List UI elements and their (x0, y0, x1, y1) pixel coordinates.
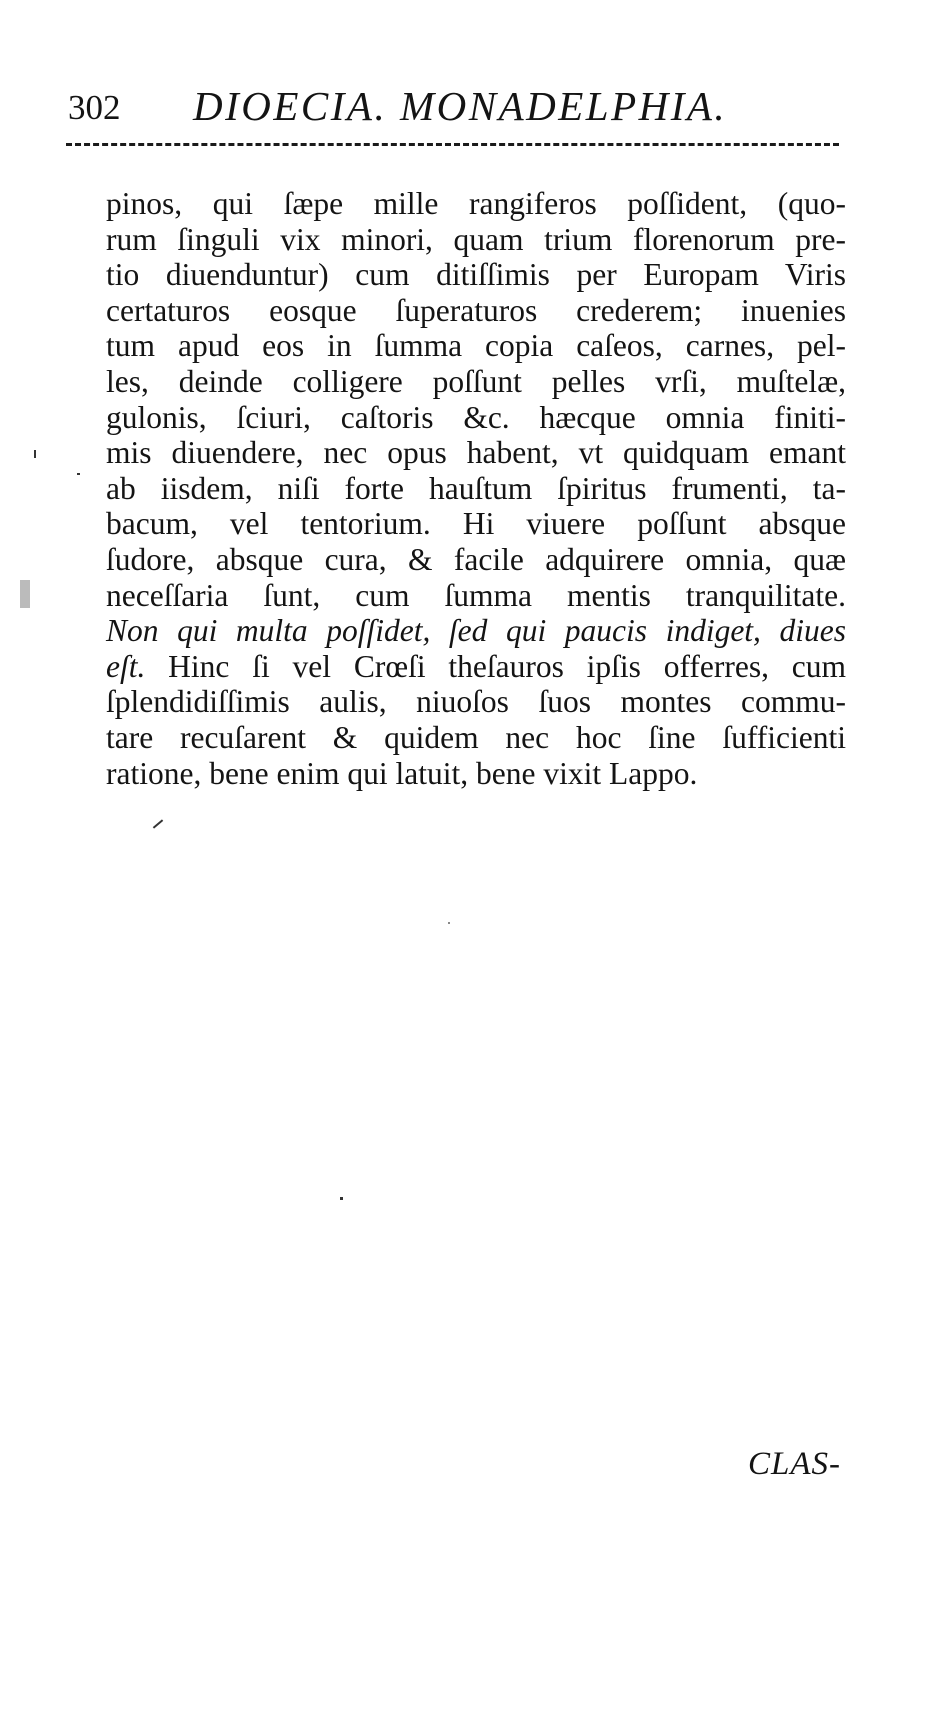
scan-speck (448, 922, 450, 924)
page-header (68, 82, 848, 132)
scan-speck (34, 450, 36, 458)
text-line: ſudore, absque cura, & facile adquirere omnia, quæ (106, 541, 846, 577)
text-line: pinos, qui ſæpe mille rangiferos poſſident, (quo- (106, 186, 846, 221)
page-number: 302 (68, 88, 121, 127)
text-line: tio diuenduntur) cum ditiſſimis per Europam Viris (106, 257, 846, 293)
scan-speck (153, 819, 163, 828)
text-line: bacum, vel tentorium. Hi viuere poſſunt absque (106, 506, 846, 542)
body-text (106, 186, 846, 791)
text-line: ab iisdem, niſi forte hauſtum ſpiritus frumenti, ta- (106, 470, 846, 506)
text-line: rum ſinguli vix minori, quam trium florenorum pre- (106, 221, 846, 257)
text-line: ſplendidiſſimis aulis, niuoſos ſuos montes commu- (106, 684, 846, 720)
text-line: les, deinde colligere poſſunt pelles vrſi, muſtelæ, (106, 363, 846, 399)
scan-speck (77, 473, 80, 475)
catchword: CLAS- (748, 1446, 842, 1482)
text-line: tare recuſarent & quidem nec hoc ſine ſufficienti (106, 719, 846, 755)
text-line: tum apud eos in ſumma copia caſeos, carnes, pel- (106, 328, 846, 364)
italic-quote-line: Non qui multa poſſidet, ſed qui paucis indiget, diues (106, 613, 846, 649)
header-rule (66, 143, 839, 148)
scan-speck (20, 580, 30, 608)
scan-speck (340, 1197, 343, 1200)
running-head: DIOECIA. MONADELPHIA. (193, 83, 728, 129)
text-line (106, 649, 846, 685)
text-line: gulonis, ſciuri, caſtoris &c. hæcque omnia finiti- (106, 399, 846, 435)
italic-word: eſt. (106, 648, 146, 684)
text-line: mis diuendere, nec opus habent, vt quidquam emant (106, 435, 846, 471)
text-run: Hinc ſi vel Crœſi theſauros ipſis offerres, cum (145, 648, 846, 684)
text-line: neceſſaria ſunt, cum ſumma mentis tranquilitate. (106, 577, 846, 613)
last-text-line: ratione, bene enim qui latuit, bene vixit Lappo. (106, 755, 698, 791)
text-line: certaturos eosque ſuperaturos crederem; inuenies (106, 292, 846, 328)
